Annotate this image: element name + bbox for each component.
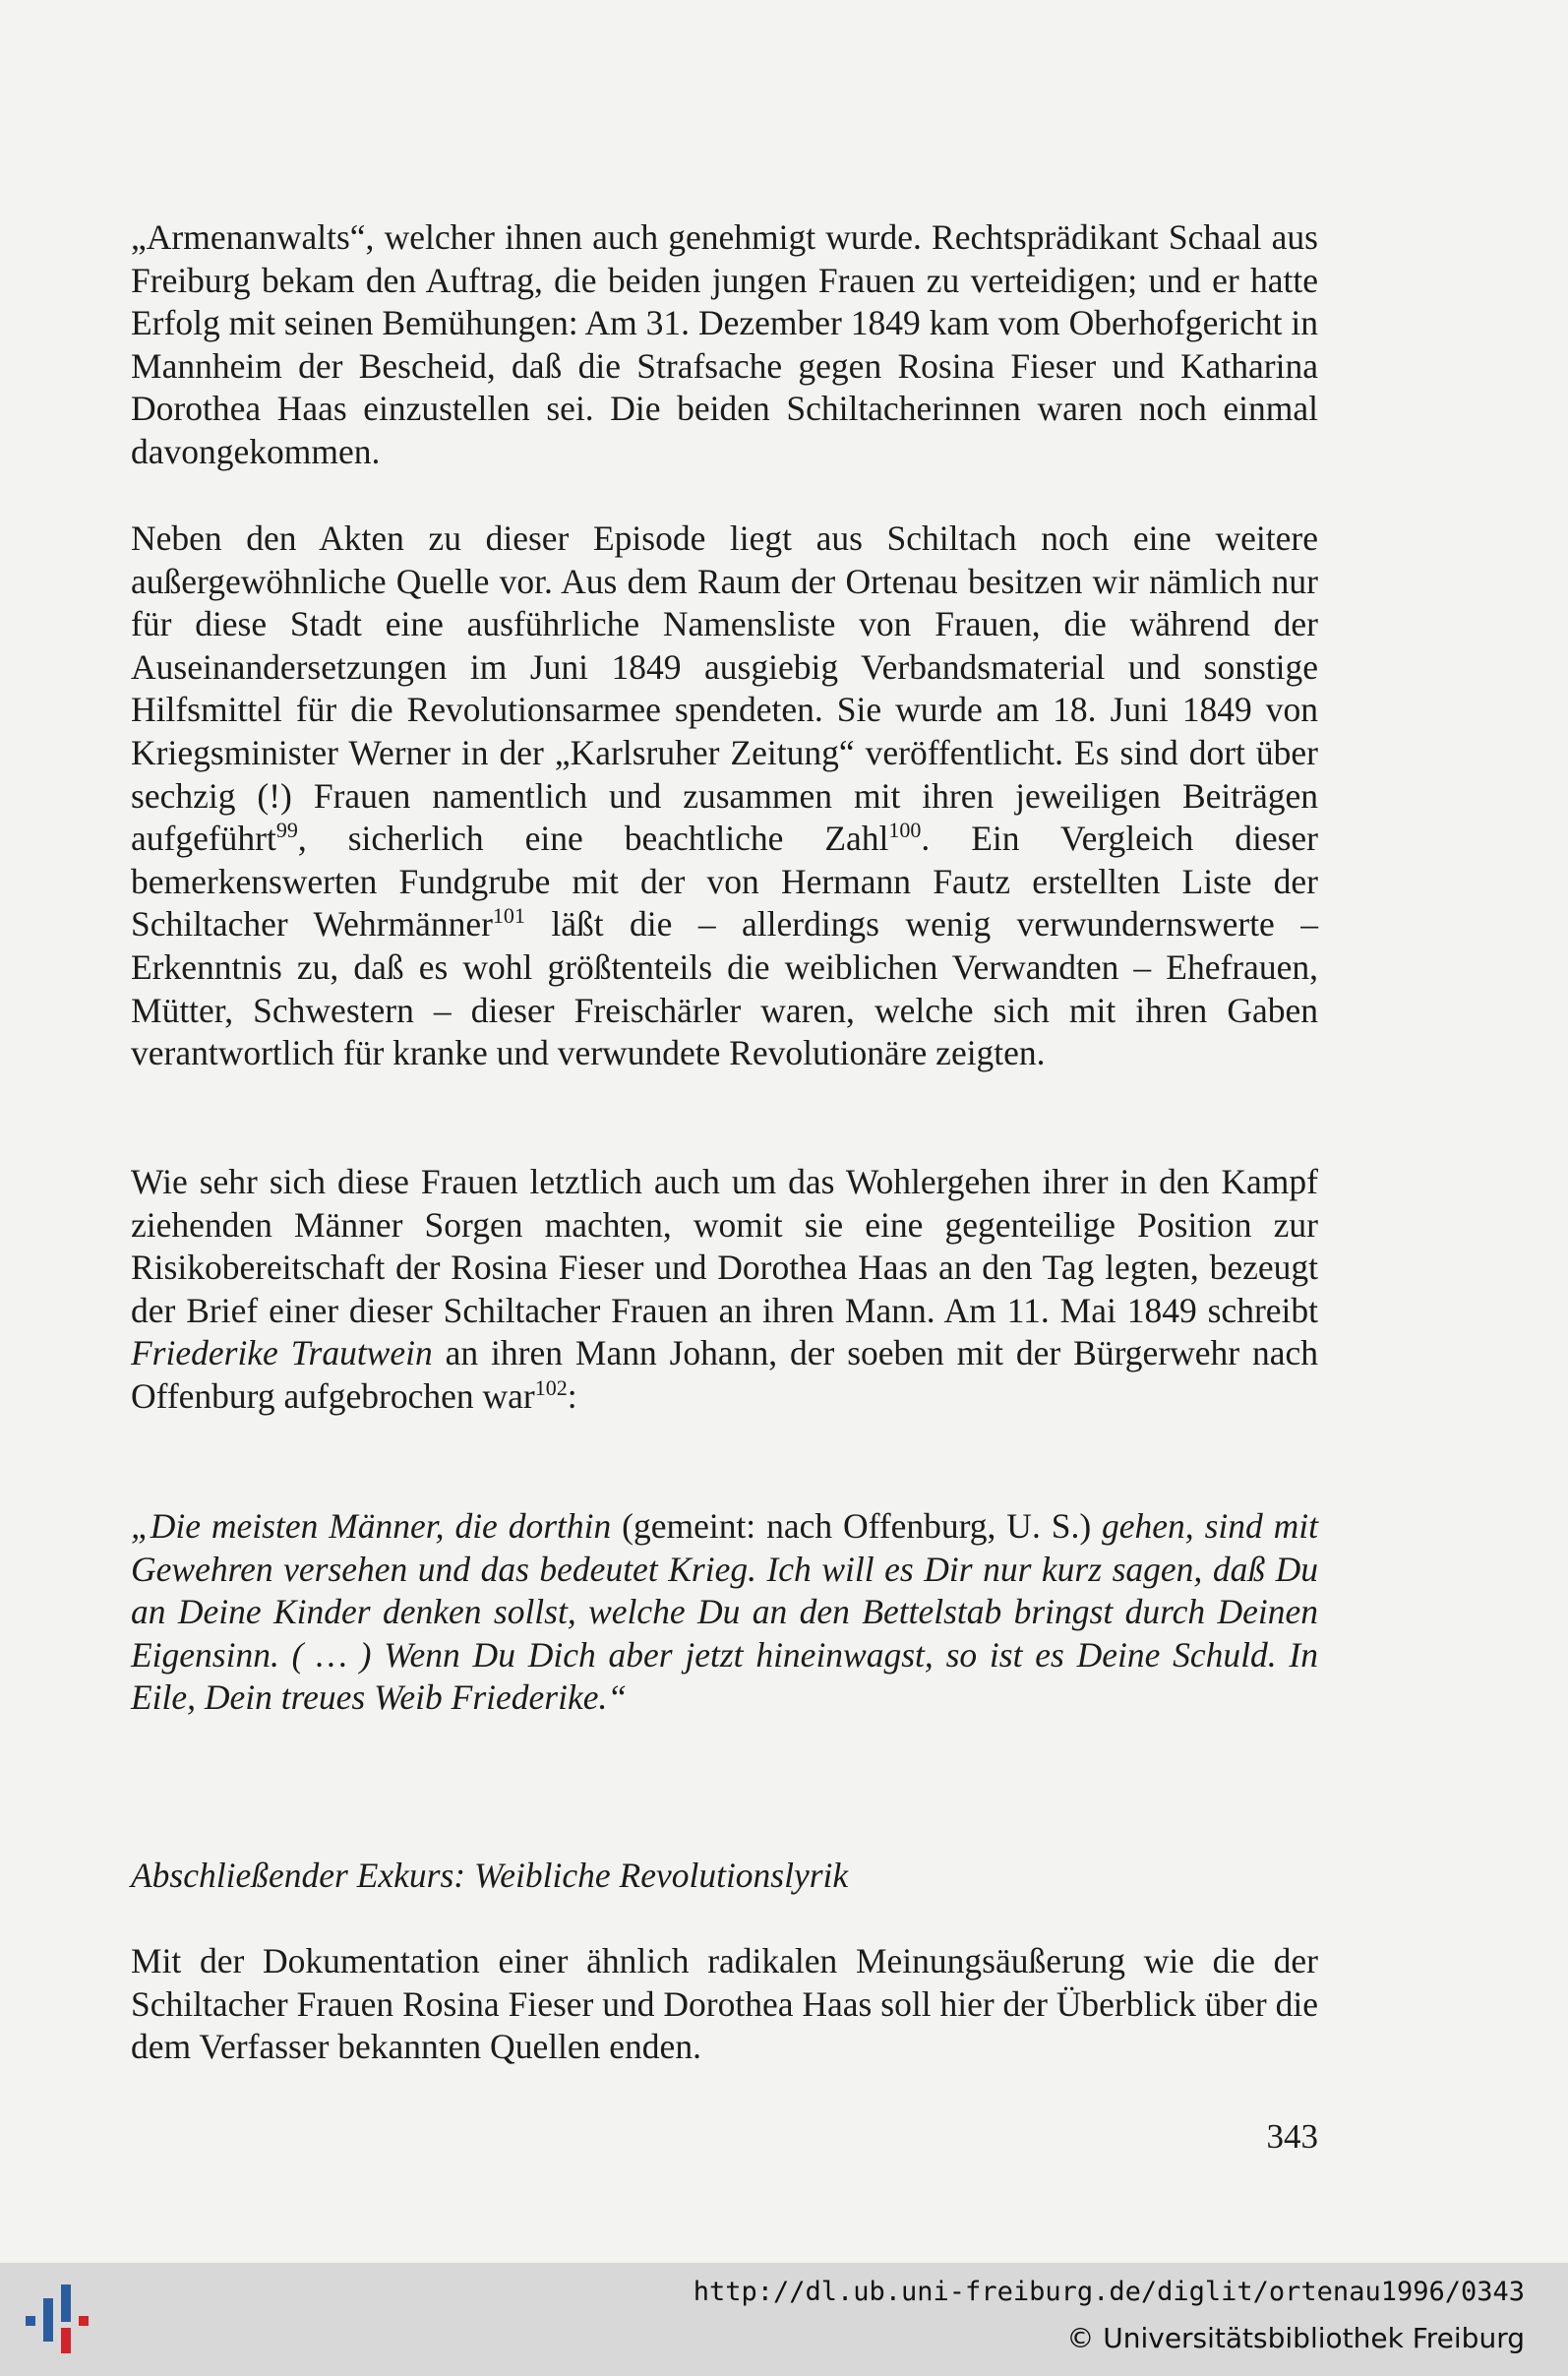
paragraph-2-text-d: läßt die – allerdings wenig verwundernswerte – Erkenntnis zu, daß es wohl größtenteils die weiblichen Verwandten – Ehefrauen, Mütter, Schwestern – dieser Freischärler waren, welche sich mit ihren Gaben verantwortlich für kranke und verwundete Revolutionäre zeigten. [131,904,1318,1073]
paragraph-4 [131,1940,1318,2069]
paragraph-3-text-c: : [567,1375,577,1416]
paragraph-1-text: „Armenanwalts“, welcher ihnen auch genehmigt wurde. Rechtsprädikant Schaal aus Freiburg bekam den Auftrag, die beiden jungen Frauen zu verteidigen; und er hatte Erfolg mit seinen Bemühungen: Am 31. Dezember 1849 kam vom Oberhofgericht in Mannheim der Bescheid, daß die Strafsache gegen Rosina Fieser und Katharina Dorothea Haas einzustellen sei. Die beiden Schiltacherinnen waren noch einmal davongekommen. [131,217,1318,471]
quote-editorial-note: (gemeint: nach Offenburg, U. S.) [611,1506,1103,1546]
ub-freiburg-logo-icon [18,2281,96,2359]
footnote-ref-101[interactable]: 101 [492,903,525,929]
paragraph-2-text-c: . Ein Vergleich dieser bemerkenswerten Fundgrube mit der von Hermann Fautz erstellten Liste der Schiltacher Wehrmänner [131,819,1318,944]
paragraph-2-text-b: , sicherlich eine beachtliche Zahl [297,819,889,859]
footnote-ref-102[interactable]: 102 [534,1375,568,1401]
person-name: Friederike Trautwein [131,1333,433,1373]
paragraph-3 [131,1161,1318,1419]
paragraph-2 [131,518,1318,1075]
footer-bar [0,2263,1568,2376]
page-number: 343 [1266,2117,1318,2156]
paragraph-3-text-b: an ihren Mann Johann, der soeben mit der Bürgerwehr nach Offenburg aufgebrochen war [131,1333,1318,1416]
section-heading: Abschließender Exkurs: Weibliche Revolutionslyrik [131,1856,849,1895]
paragraph-1 [131,216,1318,474]
letter-quote [131,1505,1318,1720]
source-url-link[interactable]: http://dl.ub.uni-freiburg.de/diglit/ortenau1996/0343 [693,2277,1525,2307]
paragraph-2-text-a: Neben den Akten zu dieser Episode liegt aus Schiltach noch eine weitere außergewöhnliche Quelle vor. Aus dem Raum der Ortenau besitzen wir nämlich nur für diese Stadt eine ausführliche Namensliste von Frauen, die während der Auseinandersetzungen im Juni 1849 ausgiebig Verbandsmaterial und sonstige Hilfsmittel für die Revolutionsarmee spendeten. Sie wurde am 18. Juni 1849 von Kriegsminister Werner in der „Karlsruher Zeitung“ veröffentlicht. Es sind dort über sechzig (!) Frauen namentlich und zusammen mit ihren jeweiligen Beiträgen aufgeführt [131,518,1318,859]
footnote-ref-99[interactable]: 99 [275,818,298,843]
copyright-notice: © Universitätsbibliothek Freiburg [1066,2322,1525,2354]
quote-text-a: „Die meisten Männer, die dorthin [131,1506,612,1546]
quote-text-c: gehen, sind mit Gewehren versehen und das bedeutet Krieg. Ich will es Dir nur kurz sagen, daß Du an Deine Kinder denken sollst, welche Du an den Bettelstab bringst durch Deinen Eigensinn. ( … ) Wenn Du Dich aber jetzt hineinwagst, so ist es Deine Schuld. In Eile, Dein treues Weib Friederike.“ [131,1506,1319,1718]
footnote-ref-100[interactable]: 100 [888,818,922,843]
paragraph-3-text-a: Wie sehr sich diese Frauen letztlich auch um das Wohlergehen ihrer in den Kampf ziehenden Männer Sorgen machten, womit sie eine gegenteilige Position zur Risikobereitschaft der Rosina Fieser und Dorothea Haas an den Tag legten, bezeugt der Brief einer dieser Schiltacher Frauen an ihren Mann. Am 11. Mai 1849 schreibt [131,1162,1318,1330]
paragraph-4-text: Mit der Dokumentation einer ähnlich radikalen Meinungsäußerung wie die der Schiltacher Frauen Rosina Fieser und Dorothea Haas soll hier der Überblick über die dem Verfasser bekannten Quellen enden. [131,1941,1318,2067]
